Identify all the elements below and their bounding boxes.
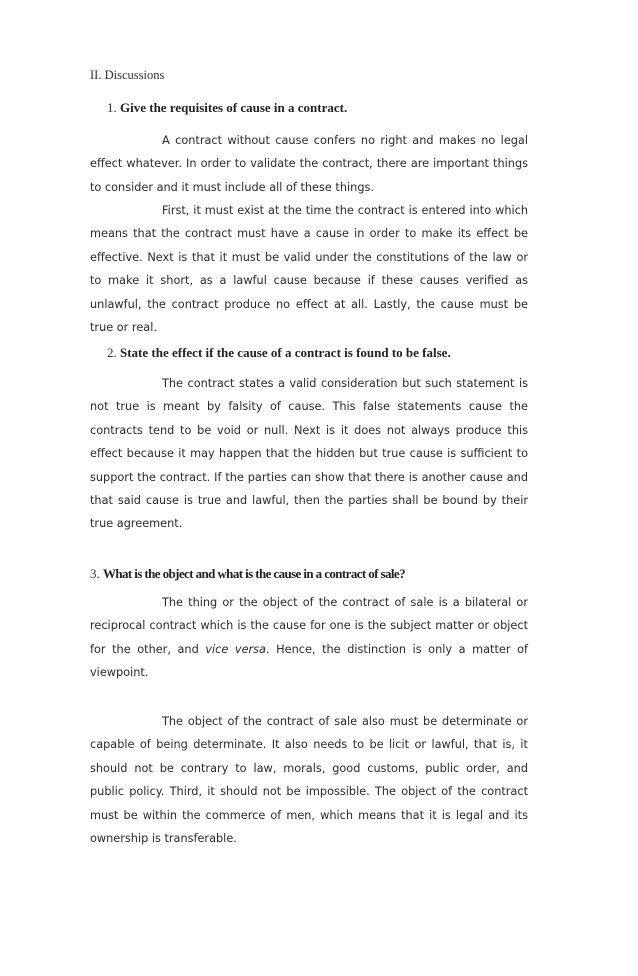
question-3-paragraph-1-start: The thing or the object of the contract of sale is a bilateral or reciprocal contract which is the cause for one is the subject matter or object for the other, and — [90, 596, 528, 656]
question-3-paragraph-1-italic: vice versa — [205, 642, 266, 656]
question-2-heading — [107, 345, 451, 361]
question-3-paragraph-1 — [90, 591, 528, 685]
question-2-text: State the effect if the cause of a contract is found to be false. — [120, 345, 451, 360]
question-2-number: 2. — [107, 345, 117, 360]
question-3-paragraph-2: The object of the contract of sale also must be determinate or capable of being determinate. It also needs to be licit or lawful, that is, it should not be contrary to law, morals, good customs, public order, and public policy. Third, it should not be impossible. The object of the contract must be within the commerce of men, which means that it is legal and its ownership is transferable. — [90, 715, 528, 846]
question-1-paragraph-1: A contract without cause confers no right and makes no legal effect whatever. In order to validate the contract, there are important things to consider and it must include all of these things. — [90, 134, 528, 194]
question-1-heading — [107, 100, 347, 116]
question-1-number: 1. — [107, 100, 117, 115]
question-3-text: What is the object and what is the cause in a contract of sale? — [103, 566, 405, 581]
question-3-heading — [90, 566, 405, 582]
question-1-paragraph-2: First, it must exist at the time the contract is entered into which means that the contract must have a cause in order to make its effect be effective. Next is that it must be valid under the constitutions of the law or to make it short, as a lawful cause because if these causes verified as unlawful, the contract produce no effect at all. Lastly, the cause must be true or real. — [90, 204, 528, 335]
question-2-paragraph-1: The contract states a valid consideration but such statement is not true is meant by falsity of cause. This false statements cause the contracts tend to be void or null. Next is it does not always produce this effect because it may happen that the hidden but true cause is sufficient to support the contract. If the parties can show that there is another cause and that said cause is true and lawful, then the parties shall be bound by their true agreement. — [90, 377, 528, 531]
question-3-number: 3. — [90, 566, 100, 581]
section-heading: II. Discussions — [90, 68, 165, 82]
question-3-paragraph-1-end: . Hence, the distinction is only a matter of viewpoint. — [90, 642, 528, 680]
question-1-text: Give the requisites of cause in a contract. — [120, 100, 348, 115]
